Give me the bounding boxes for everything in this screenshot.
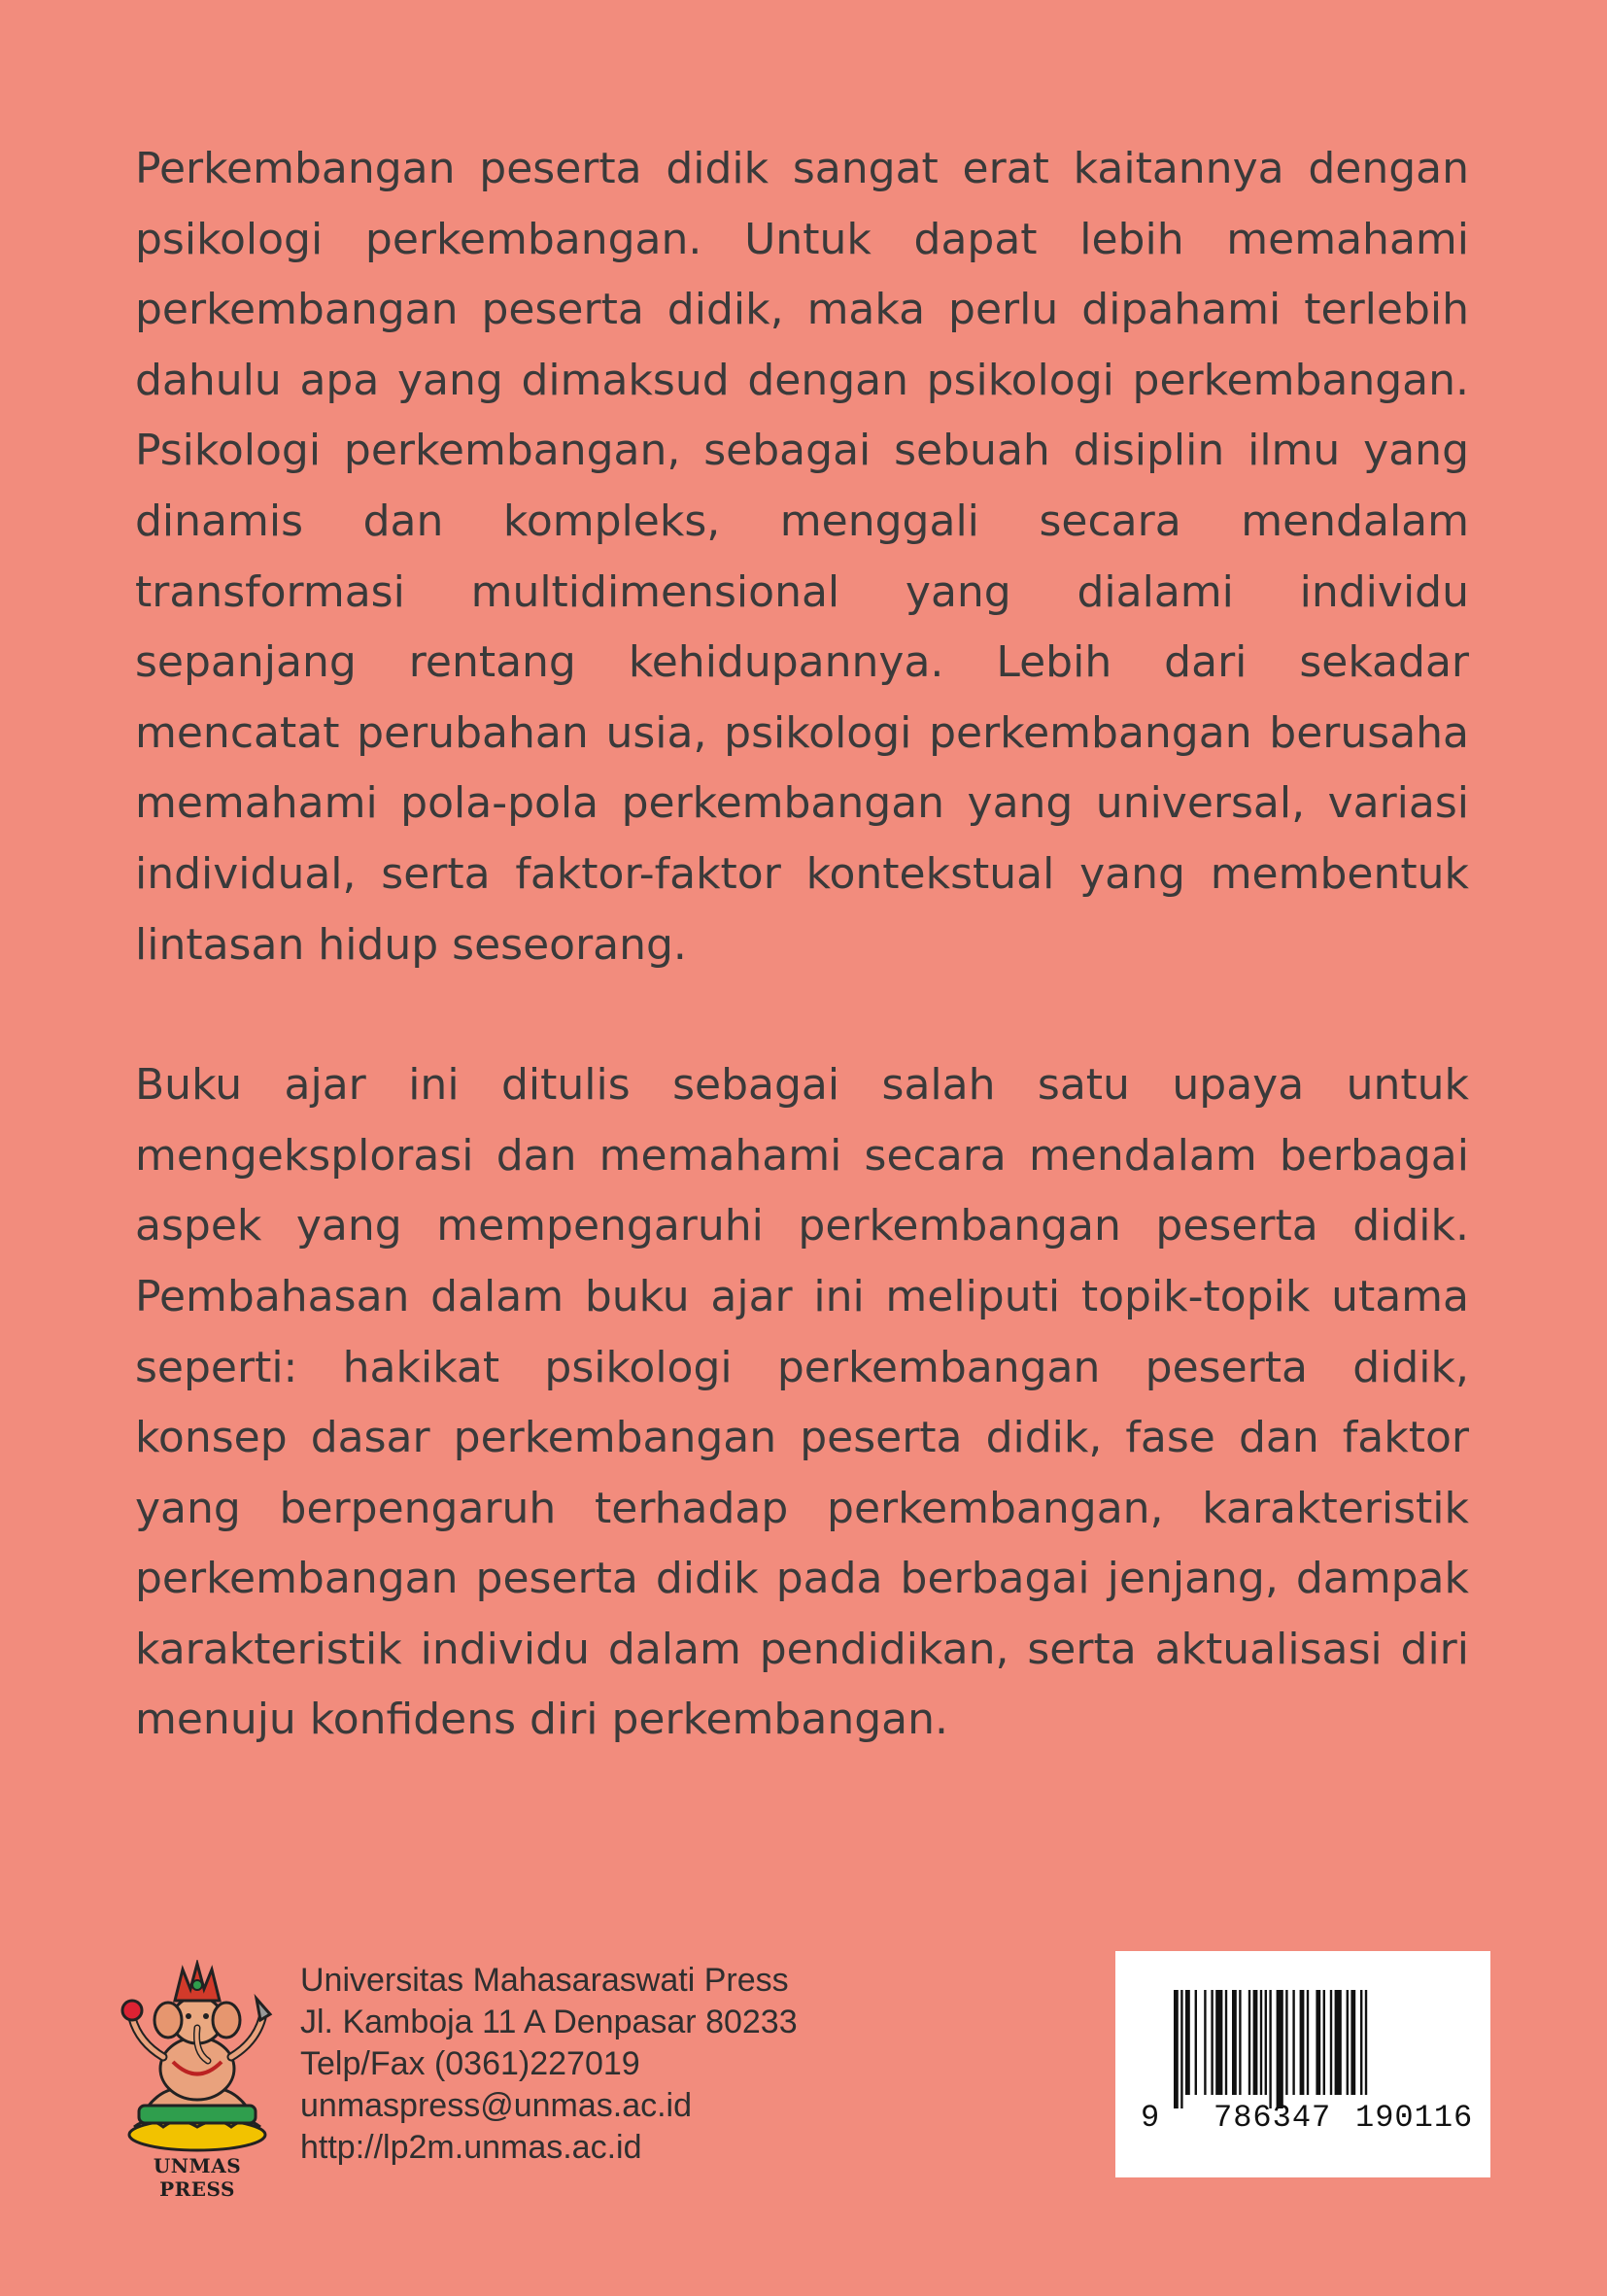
back-cover-body	[135, 134, 1469, 1756]
barcode-bars-icon	[1115, 1951, 1490, 2177]
publisher-block	[115, 1960, 892, 2201]
publisher-info	[300, 1960, 798, 2169]
barcode-prefix-digit: 9	[1141, 2100, 1161, 2136]
paragraph-1: Perkembangan peserta didik sangat erat kaitannya dengan psikologi perkembangan. Untuk dapat lebih memahami perkembangan peserta didik, maka perlu dipahami terlebih dahulu apa yang dimaksud dengan psikologi perkembangan. Psikologi perkembangan, sebagai sebuah disiplin ilmu yang dinamis dan kompleks, menggali secara mendalam transformasi multidimensional yang dialami individu sepanjang rentang kehidupannya. Lebih dari sekadar mencatat perubahan usia, psikologi perkembangan berusaha memahami pola-pola perkembangan yang universal, variasi individual, serta faktor-faktor kontekstual yang membentuk lintasan hidup seseorang.	[135, 144, 1469, 970]
barcode-group-1: 786347	[1214, 2100, 1332, 2136]
ganesha-logo-icon	[115, 1960, 280, 2201]
barcode-group-2: 190116	[1355, 2100, 1474, 2136]
publisher-email: unmaspress@unmas.ac.id	[300, 2087, 693, 2124]
publisher-phone: Telp/Fax (0361)227019	[300, 2045, 640, 2082]
paragraph-2: Buku ajar ini ditulis sebagai salah satu upaya untuk mengeksplorasi dan memahami secara mendalam berbagai aspek yang mempengaruhi perkembangan peserta didik. Pembahasan dalam buku ajar ini meliputi topik-topik utama seperti: hakikat psikologi perkembangan peserta didik, konsep dasar perkembangan peserta didik, fase dan faktor yang berpengaruh terhadap perkembangan, karakteristik perkembangan peserta didik pada berbagai jenjang, dampak karakteristik individu dalam pendidikan, serta aktualisasi diri menuju konfidens diri perkembangan.	[135, 1060, 1469, 1745]
publisher-address: Jl. Kamboja 11 A Denpasar 80233	[300, 2004, 798, 2040]
publisher-website: http://lp2m.unmas.ac.id	[300, 2129, 642, 2166]
isbn-barcode	[1115, 1951, 1490, 2177]
publisher-name: Universitas Mahasaraswati Press	[300, 1962, 789, 1999]
logo-caption: UNMAS PRESS	[153, 2154, 242, 2201]
